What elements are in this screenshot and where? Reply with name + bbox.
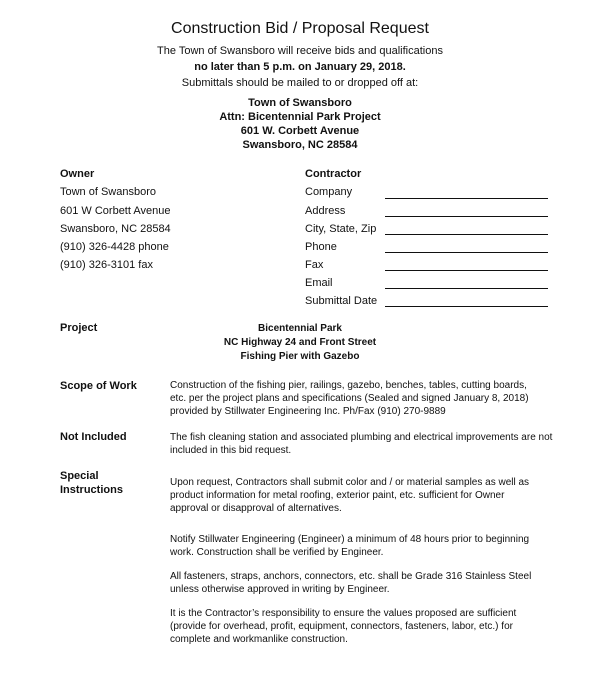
owner-line: 601 W Corbett Avenue <box>60 205 171 217</box>
instruction-line: Notify Stillwater Engineering (Engineer) a minimum of 48 hours prior to beginning <box>170 534 530 545</box>
project-line-1: Bicentennial Park <box>258 323 342 334</box>
email-field[interactable] <box>385 288 548 289</box>
owner-line: Swansboro, NC 28584 <box>60 223 171 235</box>
not-included-label: Not Included <box>60 431 127 443</box>
address-line-2: Attn: Bicentennial Park Project <box>219 111 381 123</box>
contractor-field-label: City, State, Zip <box>305 223 377 235</box>
not-included-line: included in this bid request. <box>170 445 292 456</box>
owner-heading: Owner <box>60 168 95 180</box>
scope-line: etc. per the project plans and specifications (Sealed and signed January 8, 2018) <box>170 393 529 404</box>
contractor-field-label: Email <box>305 277 333 289</box>
instruction-line: Upon request, Contractors shall submit color and / or material samples as well as <box>170 477 530 488</box>
owner-line: Town of Swansboro <box>60 186 156 198</box>
instruction-line: product information for metal roofing, exterior paint, etc. sufficient for Owner <box>170 490 505 501</box>
contractor-field-label: Submittal Date <box>305 295 378 307</box>
scope-label: Scope of Work <box>60 380 137 392</box>
company-field[interactable] <box>385 198 548 199</box>
contractor-field-label: Company <box>305 186 353 198</box>
submittal-date-field[interactable] <box>385 306 548 307</box>
instruction-line: unless otherwise approved in writing by Engineer. <box>170 584 390 595</box>
project-line-2: NC Highway 24 and Front Street <box>223 337 377 348</box>
scope-line: provided by Stillwater Engineering Inc. Ph/Fax (910) 270-9889 <box>170 406 446 417</box>
not-included-line: The fish cleaning station and associated plumbing and electrical improvements are not <box>170 432 553 443</box>
project-label: Project <box>60 322 98 334</box>
intro-line-3: Submittals should be mailed to or dropped off at: <box>181 77 419 89</box>
address-line-4: Swansboro, NC 28584 <box>242 139 358 151</box>
instructions-label: Instructions <box>60 484 123 496</box>
intro-deadline: no later than 5 p.m. on January 29, 2018. <box>194 61 406 73</box>
phone-field[interactable] <box>385 252 548 253</box>
special-label: Special <box>60 470 99 482</box>
contractor-heading: Contractor <box>305 168 362 180</box>
instruction-line: (provide for overhead, profit, equipment, connectors, fasteners, labor, etc.) for <box>170 621 513 632</box>
document-title: Construction Bid / Proposal Request <box>171 20 429 37</box>
city-state-zip-field[interactable] <box>385 234 548 235</box>
instruction-line: complete and workmanlike construction. <box>170 634 348 645</box>
instruction-line: It is the Contractor’s responsibility to ensure the values proposed are sufficient <box>170 608 517 619</box>
address-line-3: 601 W. Corbett Avenue <box>240 125 360 137</box>
owner-line: (910) 326-4428 phone <box>60 241 169 253</box>
instruction-line: approval or disapproval of alternatives. <box>170 503 342 514</box>
address-field[interactable] <box>385 216 548 217</box>
instruction-line: work. Construction shall be verified by Engineer. <box>170 547 384 558</box>
contractor-field-label: Fax <box>305 259 324 271</box>
contractor-field-label: Address <box>305 205 346 217</box>
project-line-3: Fishing Pier with Gazebo <box>240 351 360 362</box>
owner-line: (910) 326-3101 fax <box>60 259 153 271</box>
address-line-1: Town of Swansboro <box>248 97 352 109</box>
contractor-field-label: Phone <box>305 241 337 253</box>
instruction-line: All fasteners, straps, anchors, connectors, etc. shall be Grade 316 Stainless Steel <box>170 571 532 582</box>
fax-field[interactable] <box>385 270 548 271</box>
intro-line-1: The Town of Swansboro will receive bids and qualifications <box>157 45 443 57</box>
scope-line: Construction of the fishing pier, railings, gazebo, benches, tables, cutting boards, <box>170 380 527 391</box>
